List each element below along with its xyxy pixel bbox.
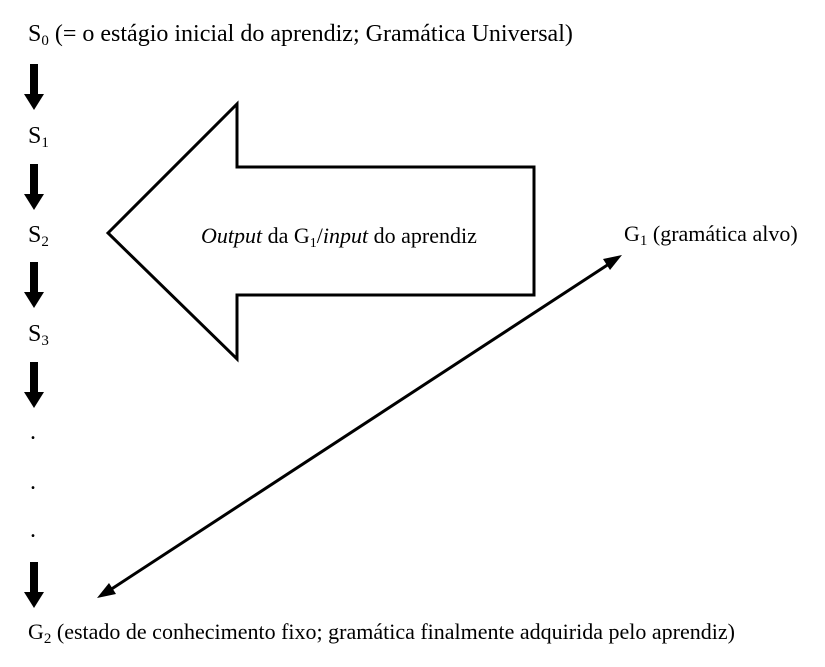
g1-description: (gramática alvo) <box>647 221 798 246</box>
g2-base: G <box>28 619 44 644</box>
state-s3-label <box>28 321 49 349</box>
state-s2-base: S <box>28 222 42 248</box>
caption-mid2: do aprendiz <box>368 223 477 248</box>
g1-label <box>624 221 798 249</box>
down-arrow-4 <box>24 362 44 408</box>
state-s1-label <box>28 123 49 151</box>
big-arrow-caption <box>201 223 477 251</box>
state-s3-base: S <box>28 321 42 347</box>
state-s0-sub: 0 <box>41 33 49 49</box>
ellipsis-dot-2: . <box>30 469 36 495</box>
g2-sub: 2 <box>43 631 52 647</box>
caption-slash: / <box>316 223 323 248</box>
double-headed-diagonal-arrow <box>97 255 622 598</box>
g2-description: (estado de conhecimento fixo; gramática finalmente adquirida pelo aprendiz) <box>51 619 735 644</box>
ellipsis-dot-3: . <box>30 517 36 543</box>
state-s3-sub: 3 <box>41 333 49 349</box>
g2-label <box>28 619 735 647</box>
down-arrow-1 <box>24 64 44 110</box>
state-s2-sub: 2 <box>41 234 49 250</box>
ellipsis-dot-1: . <box>30 419 36 445</box>
state-s0-label <box>28 21 573 49</box>
g1-base: G <box>624 221 640 246</box>
state-s0-base: S <box>28 21 42 47</box>
state-s0-description: (= o estágio inicial do aprendiz; Gramática Universal) <box>48 21 573 47</box>
input-word: input <box>322 223 369 248</box>
state-s2-label <box>28 222 49 250</box>
state-s1-base: S <box>28 123 42 149</box>
output-word: Output <box>201 223 263 248</box>
caption-mid1: da G <box>262 223 310 248</box>
state-s1-sub: 1 <box>41 135 49 151</box>
caption-sub: 1 <box>309 236 317 251</box>
down-arrow-2 <box>24 164 44 210</box>
g1-sub: 1 <box>639 233 648 249</box>
down-arrow-5 <box>24 562 44 608</box>
down-arrow-3 <box>24 262 44 308</box>
